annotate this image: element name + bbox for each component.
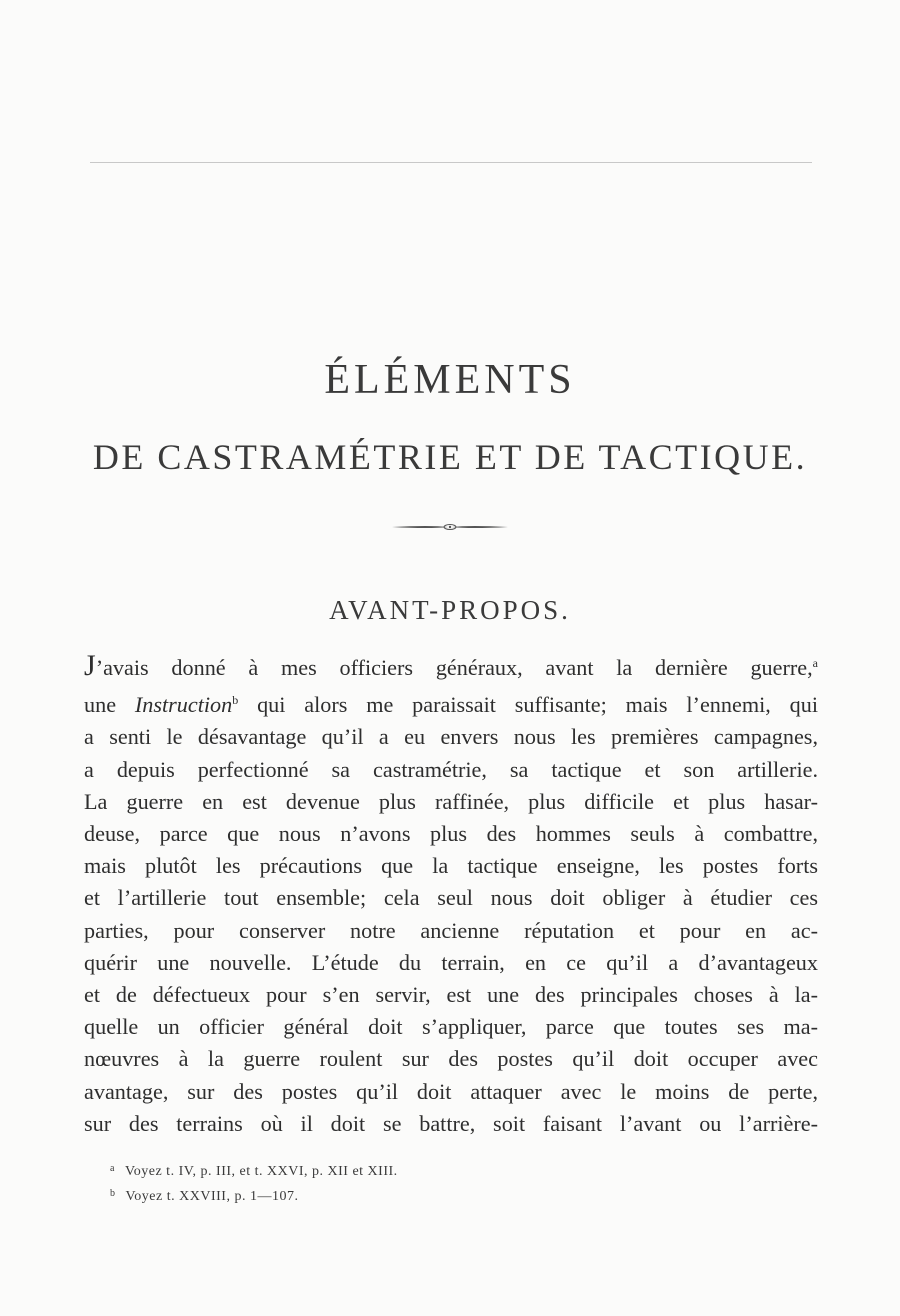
line-text: qui alors me paraissait suffisante; mais l’ennemi, qui [238,692,818,718]
paragraph-line: parties, pour conserver notre ancienne réputation et pour en ac- [84,917,818,943]
paragraph-line: nœuvres à la guerre roulent sur des postes qu’il doit occuper avec [84,1046,818,1072]
italic-title: Instruction [134,692,233,718]
body-paragraph [84,647,818,1140]
title-line-2: DE CASTRAMÉTRIE ET DE TACTIQUE. [92,437,808,477]
paragraph-line: et l’artillerie tout ensemble; cela seul nous doit obliger à étudier ces [84,885,818,911]
paragraph-line: mais plutôt les précautions que la tactique enseigne, les postes forts [84,853,818,879]
footnote [110,1158,398,1183]
footnote-text: Voyez t. IV, p. III, et t. XXVI, p. XII et XIII. [124,1164,398,1179]
paragraph-line: quérir une nouvelle. L’étude du terrain, en ce qu’il a d’avantageux [84,949,818,975]
footnote-mark: b [110,1188,116,1199]
paragraph-line: quelle un officier général doit s’appliquer, parce que toutes ses ma- [84,1014,818,1040]
line-text: ’avais donné à mes officiers généraux, avant la dernière guerre, [95,655,813,680]
footnote [110,1183,398,1208]
footnote-text: Voyez t. XXVIII, p. 1—107. [125,1189,299,1204]
paragraph-line: La guerre en est devenue plus raffinée, plus difficile et plus hasar- [84,788,818,814]
paragraph-line: et de défectueux pour s’en servir, est une des principales choses à la- [84,982,818,1008]
line-text: une [84,692,135,718]
paragraph-line: avantage, sur des postes qu’il doit attaquer avec le moins de perte, [84,1078,818,1104]
paragraph-line [84,647,818,684]
footnote-ref-b: b [232,693,239,708]
ornament-divider [390,520,510,534]
top-rule [90,162,812,163]
footnote-ref-a: a [812,656,818,670]
title-line-1: ÉLÉMENTS [324,357,576,403]
paragraph-line: a senti le désavantage qu’il a eu envers nous les premières campagnes, [84,724,818,750]
paragraph-line: sur des terrains où il doit se battre, soit faisant l’avant ou l’arrière- [84,1110,818,1136]
paragraph-line: deuse, parce que nous n’avons plus des hommes seuls à combattre, [84,821,818,847]
section-heading: AVANT-PROPOS. [329,595,571,625]
footnotes [110,1158,398,1208]
drop-cap: J [84,649,96,682]
paragraph-line: a depuis perfectionné sa castramétrie, sa tactique et son artillerie. [84,756,818,782]
footnote-mark: a [110,1163,115,1174]
paragraph-line [84,684,818,721]
